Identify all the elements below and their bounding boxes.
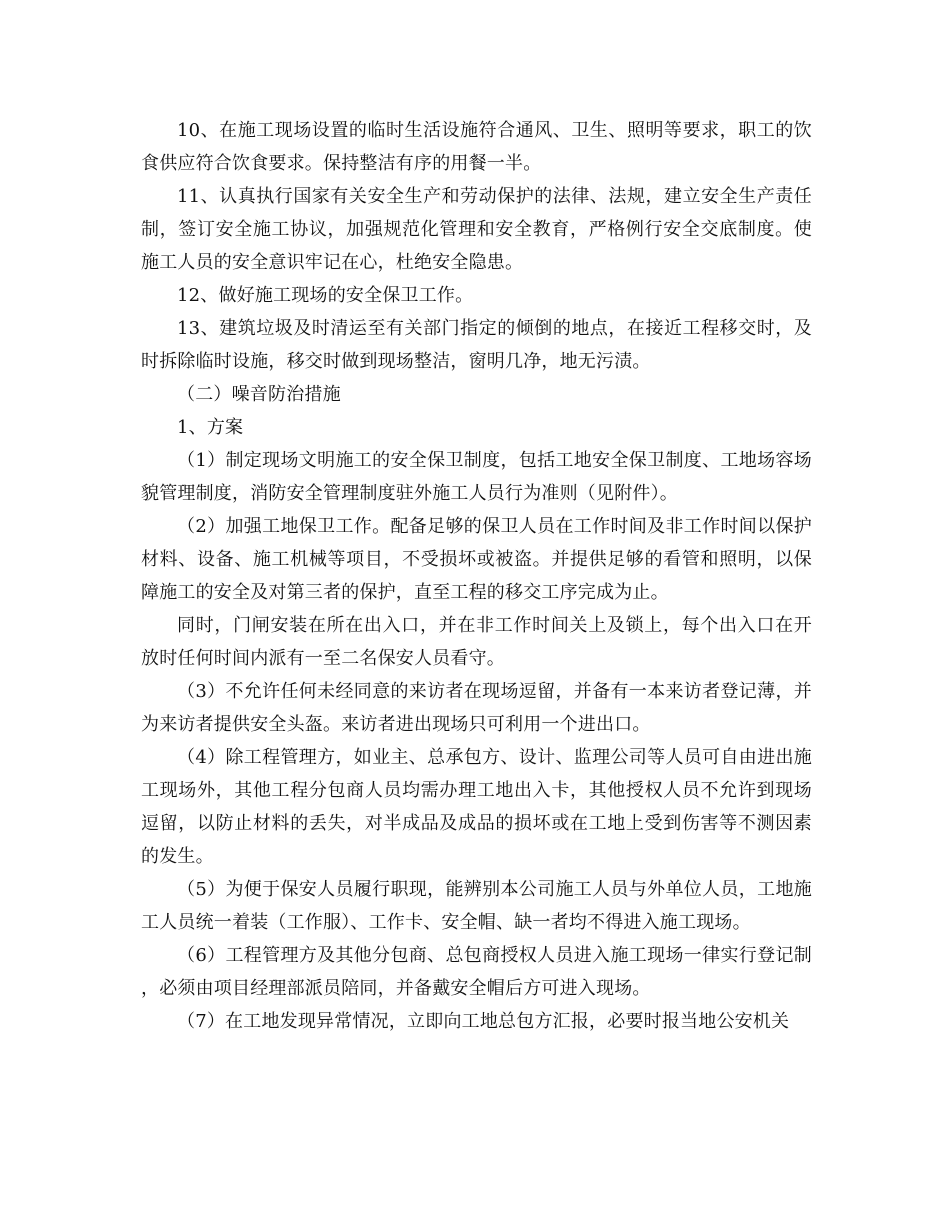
paragraph-item-13: 13、建筑垃圾及时清运至有关部门指定的倾倒的地点，在接近工程移交时，及时拆除临时设施，移交时做到现场整洁，窗明几净，地无污渍。 <box>141 318 812 372</box>
plan-item-3: （3）不允许任何未经同意的来访者在现场逗留，并备有一本来访者登记薄，并为来访者提供安全头盔。来访者进出现场只可利用一个进出口。 <box>141 681 812 735</box>
plan-item-1: （1）制定现场文明施工的安全保卫制度，包括工地安全保卫制度、工地场容场貌管理制度，消防安全管理制度驻外施工人员行为准则（见附件）。 <box>141 450 812 504</box>
section-heading-noise-prevention: （二）噪音防治措施 <box>177 384 341 405</box>
paragraph-item-10: 10、在施工现场设置的临时生活设施符合通风、卫生、照明等要求，职工的饮食供应符合饮食要求。保持整洁有序的用餐一半。 <box>141 120 812 174</box>
paragraph-item-11: 11、认真执行国家有关安全生产和劳动保护的法律、法规，建立安全生产责任制，签订安全施工协议，加强规范化管理和安全教育，严格例行安全交底制度。使施工人员的安全意识牢记在心，杜绝安全隐患。 <box>141 186 812 273</box>
plan-item-2: （2）加强工地保卫工作。配备足够的保卫人员在工作时间及非工作时间以保护材料、设备、施工机械等项目，不受损坏或被盗。并提供足够的看管和照明，以保障施工的安全及对第三者的保护，直至工程的移交工序完成为止。 <box>141 516 812 603</box>
plan-item-5: （5）为便于保安人员履行职现，能辨别本公司施工人员与外单位人员，工地施工人员统一着装（工作服）、工作卡、安全帽、缺一者均不得进入施工现场。 <box>141 879 812 933</box>
plan-item-6: （6）工程管理方及其他分包商、总包商授权人员进入施工现场一律实行登记制，必须由项目经理部派员陪同，并备戴安全帽后方可进入现场。 <box>141 945 812 999</box>
paragraph-item-12: 12、做好施工现场的安全保卫工作。 <box>177 285 474 306</box>
subsection-heading-plan: 1、方案 <box>177 417 244 438</box>
plan-item-4: （4）除工程管理方，如业主、总承包方、设计、监理公司等人员可自由进出施工现场外，其他工程分包商人员均需办理工地出入卡，其他授权人员不允许到现场逗留，以防止材料的丢失，对半成品及成品的损坏或在工地上受到伤害等不测因素的发生。 <box>141 747 812 867</box>
plan-item-7: （7）在工地发现异常情况，立即向工地总包方汇报，必要时报当地公安机关 <box>177 1011 790 1032</box>
plan-item-2-continued: 同时，门闸安装在所在出入口，并在非工作时间关上及锁上，每个出入口在开放时任何时间内派有一至二名保安人员看守。 <box>141 615 812 669</box>
document-body <box>141 114 812 1038</box>
